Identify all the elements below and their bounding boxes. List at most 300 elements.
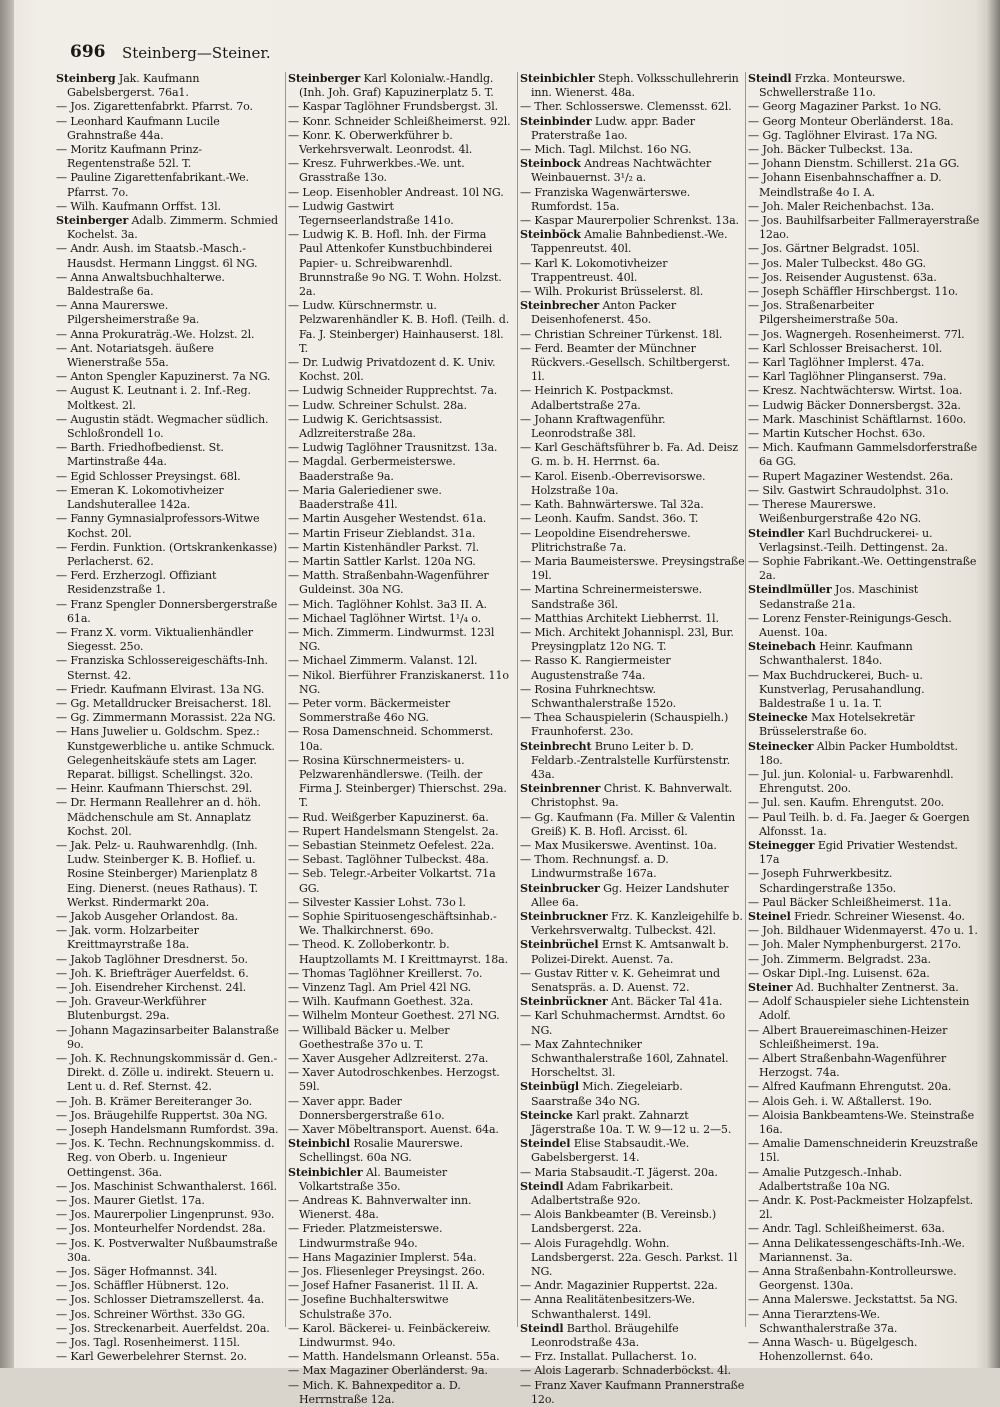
directory-entry	[288, 1322, 513, 1350]
directory-entry	[748, 1293, 980, 1307]
directory-entry	[520, 1009, 745, 1037]
entry-text: — Sebast. Taglöhner Tulbeckst. 48a.	[288, 853, 489, 867]
directory-entry	[56, 569, 281, 597]
entry-text: — Rupert Handelsmann Stengelst. 2a.	[288, 824, 499, 838]
directory-entry	[520, 654, 745, 682]
entry-text: — Ludwig K. B. Hofl. Inh. der Firma Paul Attenkofer Kunstbuchbinderei Papier- u. Schreibwarenhdl. Brunnstraße 9o NG. T. Wohn. Holzst. 2a.	[288, 228, 502, 299]
directory-entry	[520, 583, 745, 611]
directory-entry	[56, 1052, 281, 1095]
directory-entry	[56, 598, 281, 626]
surname-heading: Steindler	[748, 526, 804, 540]
directory-entry	[748, 115, 980, 129]
directory-entry	[56, 1336, 281, 1350]
directory-entry	[748, 669, 980, 712]
directory-entry	[748, 214, 980, 242]
entry-text: — Jos. Zigarettenfabrkt. Pfarrst. 7o.	[56, 100, 253, 114]
entry-text: — Heinr. Kaufmann Thierschst. 29l.	[56, 782, 253, 796]
directory-entry	[748, 342, 980, 356]
directory-entry	[288, 725, 513, 753]
directory-entry	[56, 796, 281, 839]
column-4	[748, 72, 980, 1364]
entry-text: — Andr. Tagl. Schleißheimerst. 63a.	[748, 1222, 945, 1236]
entry-text: — Jos. Maurerpolier Lingenprunst. 93o.	[56, 1208, 275, 1222]
directory-entry	[520, 1322, 745, 1350]
entry-text: — Jos. Straßenarbeiter Pilgersheimerstraße 50a.	[748, 299, 899, 327]
entry-text: — Karol. Bäckerei- u. Feinbäckereiw. Lindwurmst. 94o.	[288, 1321, 491, 1350]
directory-entry	[288, 541, 513, 555]
surname-heading: Steiner	[748, 981, 793, 994]
entry-text: — Leop. Eisenhobler Andreast. 10l NG.	[288, 185, 504, 199]
entry-text: — Adolf Schauspieler siehe Lichtenstein Adolf.	[748, 995, 970, 1023]
directory-entry	[520, 186, 745, 214]
directory-entry	[520, 527, 745, 555]
entry-text: Amalie Bahnbedienst.-We. Tappenreutst. 40l.	[531, 228, 728, 256]
directory-entry	[520, 1137, 745, 1165]
entry-text: — Franz Xaver Kaufmann Prannerstraße 12o.	[520, 1378, 745, 1406]
directory-entry	[288, 455, 513, 483]
entry-text: — Amalie Damenschneiderin Kreuzstraße 15l.	[748, 1137, 978, 1165]
entry-text: Elise Stabsaudit.-We. Gabelsbergerst. 14.	[531, 1137, 690, 1165]
entry-text: — Wilh. Kaufmann Goethest. 32a.	[288, 995, 474, 1009]
directory-entry	[748, 171, 980, 199]
entry-text: — Jos. Tagl. Rosenheimerst. 115l.	[56, 1336, 240, 1350]
entry-text: — Andr. Aush. im Staatsb.-Masch.-Hausdst. Hermann Linggst. 6l NG.	[56, 242, 258, 270]
entry-text: — Joh. B. Krämer Bereiteranger 3o.	[56, 1094, 252, 1108]
entry-text: — Xaver appr. Bader Donnersbergerstraße 61o.	[288, 1094, 445, 1122]
directory-entry	[56, 1308, 281, 1322]
column-2	[288, 72, 513, 1406]
entry-text: Ernst K. Amtsanwalt b. Polizei-Direkt. Auenst. 7a.	[531, 938, 729, 966]
directory-entry	[288, 938, 513, 966]
entry-text: — Jos. Gärtner Belgradst. 105l.	[748, 242, 920, 256]
directory-entry	[748, 583, 980, 611]
directory-entry	[748, 299, 980, 327]
entry-text: — Matth. Handelsmann Orleanst. 55a.	[288, 1350, 500, 1364]
entry-text: — Therese Maurerswe. Weißenburgerstraße 42o NG.	[748, 498, 921, 526]
surname-heading: Steindl	[520, 1179, 564, 1193]
entry-text: — Martin Friseur Zieblandst. 31a.	[288, 526, 476, 540]
surname-heading: Steinbrüchel	[520, 938, 599, 952]
entry-text: — Rasso K. Rangiermeister Augustenstraße 74a.	[520, 654, 671, 682]
entry-text: — Mich. Architekt Johannispl. 23l, Bur. Preysingplatz 12o NG. T.	[520, 625, 734, 654]
entry-text: Rosalie Maurerswe. Schellingst. 60a NG.	[299, 1137, 463, 1165]
entry-text: — Thea Schauspielerin (Schauspielh.) Fraunhoferst. 23o.	[520, 711, 729, 739]
entry-text: — Jos. Maler Tulbeckst. 48o GG.	[748, 256, 926, 270]
directory-entry	[520, 1109, 745, 1137]
surname-heading: Steinböck	[520, 228, 581, 242]
entry-text: Andreas Nachtwächter Weinbauernst. 3¹/₂ a.	[531, 157, 712, 185]
entry-text: — Jos. Schlosser Dietramszellerst. 4a.	[56, 1293, 265, 1307]
directory-entry	[288, 1194, 513, 1222]
entry-text: — Ludwig K. Gerichtsassist. Adlzreiterstraße 28a.	[288, 412, 443, 441]
entry-text: — Andreas K. Bahnverwalter inn. Wienerst. 48a.	[288, 1194, 472, 1222]
surname-heading: Steinbock	[520, 157, 581, 171]
entry-text: — Leopoldine Eisendreherswe. Plitrichstraße 7a.	[520, 526, 691, 554]
column-1	[56, 72, 281, 1364]
entry-text: — Silv. Gastwirt Schraudolphst. 31o.	[748, 483, 949, 497]
entry-text: — Jos. K. Postverwalter Nußbaumstraße 30a.	[56, 1236, 278, 1264]
directory-entry	[748, 72, 980, 100]
entry-text: — Matth. Straßenbahn-Wagenführer Guldeinst. 30a NG.	[288, 569, 489, 597]
entry-text: — Egid Schlosser Preysingst. 68l.	[56, 469, 241, 483]
entry-text: — Jos. K. Techn. Rechnungskommiss. d. Reg. von Oberb. u. Ingenieur Oettingenst. 36a.	[56, 1137, 275, 1179]
entry-text: — Wilhelm Monteur Goethest. 27l NG.	[288, 1009, 500, 1023]
directory-entry	[520, 839, 745, 853]
entry-text: — Anna Wasch- u. Bügelgesch. Hohenzollernst. 64o.	[748, 1336, 918, 1364]
directory-entry	[56, 1350, 281, 1364]
directory-entry	[748, 1194, 980, 1222]
directory-entry	[288, 697, 513, 725]
entry-text: Friedr. Schreiner Wiesenst. 4o.	[790, 909, 965, 923]
directory-entry	[748, 953, 980, 967]
directory-entry	[56, 626, 281, 654]
entry-text: Karl Buchdruckerei- u. Verlagsinst.-Teilh. Dettingenst. 2a.	[759, 526, 948, 554]
entry-text: — Leonhard Kaufmann Lucile Grahnstraße 44a.	[56, 114, 220, 142]
entry-text: Christ. K. Bahnverwalt. Christophst. 9a.	[531, 782, 733, 810]
entry-text: — Albert Brauereimaschinen-Heizer Schleißheimerst. 19a.	[748, 1023, 948, 1051]
entry-text: — Silvester Kassier Lohst. 73o l.	[288, 895, 466, 909]
entry-text: — Franziska Schlossereigeschäfts-Inh. Sternst. 42.	[56, 654, 268, 682]
directory-entry	[748, 527, 980, 555]
page-header	[70, 42, 970, 64]
entry-text: — Martin Sattler Karlst. 120a NG.	[288, 554, 476, 568]
directory-entry	[520, 612, 745, 626]
entry-text: — Kath. Bahnwärterswe. Tal 32a.	[520, 498, 704, 512]
entry-text: — Ludwig Bäcker Donnersbergst. 32a.	[748, 398, 961, 412]
directory-entry	[520, 299, 745, 327]
directory-entry	[748, 796, 980, 810]
entry-text: — Willibald Bäcker u. Melber Goethestraße 37o u. T.	[288, 1023, 450, 1051]
directory-entry	[520, 711, 745, 739]
directory-entry	[520, 555, 745, 583]
entry-text: — Heinrich K. Postpackmst. Adalbertstraße 27a.	[520, 384, 674, 412]
entry-text: — Anna Delikatessengeschäfts-Inh.-We. Mariannenst. 3a.	[748, 1236, 965, 1264]
entry-text: Jos. Maschinist Sedanstraße 21a.	[759, 583, 919, 611]
entry-text: — Jos. Schäffler Hübnerst. 12o.	[56, 1279, 229, 1293]
directory-entry	[748, 143, 980, 157]
directory-entry	[748, 1336, 980, 1364]
directory-entry	[288, 1095, 513, 1123]
directory-entry	[56, 1293, 281, 1307]
directory-entry	[56, 484, 281, 512]
entry-text: — Xaver Möbeltransport. Auenst. 64a.	[288, 1123, 499, 1137]
directory-entry	[288, 669, 513, 697]
directory-entry	[748, 200, 980, 214]
entry-text: — Sophie Spirituosengeschäftsinhab.-We. Thalkirchnerst. 69o.	[288, 909, 497, 938]
entry-text: — Ferd. Beamter der Münchner Rückvers.-Gesellsch. Schiltbergerst. 1l.	[520, 341, 731, 384]
directory-entry	[288, 157, 513, 185]
entry-text: — Sebastian Steinmetz Oefelest. 22a.	[288, 838, 495, 852]
entry-text: — Karl Schlosser Breisacherst. 10l.	[748, 341, 943, 355]
directory-entry	[288, 754, 513, 811]
directory-entry	[748, 1222, 980, 1236]
directory-entry	[288, 598, 513, 612]
directory-entry	[288, 626, 513, 654]
surname-heading: Steinel	[748, 909, 791, 923]
entry-text: — Augustin städt. Wegmacher südlich. Schloßrondell 1o.	[56, 412, 269, 441]
surname-heading: Steinbrucker	[520, 881, 600, 895]
directory-entry	[520, 1166, 745, 1180]
directory-entry	[56, 143, 281, 171]
directory-entry	[56, 967, 281, 981]
directory-entry	[288, 1166, 513, 1194]
directory-entry	[288, 896, 513, 910]
entry-text: — Mark. Maschinist Schäftlarnst. 160o.	[748, 412, 967, 426]
directory-entry	[56, 697, 281, 711]
column-rule	[745, 72, 746, 1327]
entry-text: — Mich. Tagl. Milchst. 16o NG.	[520, 143, 692, 157]
entry-text: — Joh. Maler Nymphenburgerst. 217o.	[748, 938, 961, 952]
entry-text: Al. Baumeister Volkartstraße 35o.	[299, 1165, 448, 1193]
directory-entry	[748, 995, 980, 1023]
entry-text: — Maria Stabsaudit.-T. Jägerst. 20a.	[520, 1165, 718, 1179]
directory-entry	[288, 1009, 513, 1023]
directory-entry	[56, 981, 281, 995]
directory-entry	[520, 285, 745, 299]
directory-entry	[520, 811, 745, 839]
entry-text: — Anna Malerswe. Jeckstattst. 5a NG.	[748, 1293, 958, 1307]
directory-entry	[748, 129, 980, 143]
directory-entry	[520, 910, 745, 938]
directory-entry	[56, 654, 281, 682]
directory-entry	[748, 811, 980, 839]
directory-entry	[288, 413, 513, 441]
directory-entry	[520, 72, 745, 100]
directory-entry	[288, 299, 513, 356]
directory-entry	[56, 683, 281, 697]
directory-entry	[56, 115, 281, 143]
directory-entry	[748, 981, 980, 995]
entry-text: — Ludw. Schreiner Schulst. 28a.	[288, 398, 467, 412]
entry-text: — Jul. sen. Kaufm. Ehrengutst. 20o.	[748, 796, 945, 810]
directory-entry	[288, 384, 513, 398]
directory-entry	[56, 1194, 281, 1208]
entry-text: — Karl Schuhmachermst. Arndtst. 6o NG.	[520, 1009, 726, 1037]
directory-entry	[288, 115, 513, 129]
entry-text: — Rosa Damenschneid. Schommerst. 10a.	[288, 725, 494, 753]
entry-text: — Martin Kistenhändler Parkst. 7l.	[288, 540, 480, 554]
surname-heading: Steinebach	[748, 640, 816, 654]
directory-entry	[520, 100, 745, 114]
entry-text: — Joh. Maler Reichenbachst. 13a.	[748, 199, 935, 213]
entry-text: — Matthias Architekt Liebherrst. 1l.	[520, 611, 719, 625]
directory-entry	[56, 100, 281, 114]
entry-text: — Jos. Monteurhelfer Nordendst. 28a.	[56, 1222, 266, 1236]
directory-entry	[748, 640, 980, 668]
directory-entry	[56, 328, 281, 342]
entry-text: — Ludwig Taglöhner Trausnitzst. 13a.	[288, 441, 498, 455]
directory-entry	[748, 328, 980, 342]
entry-text: — Wilh. Prokurist Brüsselerst. 8l.	[520, 285, 704, 299]
directory-entry	[748, 1024, 980, 1052]
entry-text: — Ther. Schlosserswe. Clemensst. 62l.	[520, 100, 732, 114]
entry-text: — Karol. Eisenb.-Oberrevisorswe. Holzstraße 10a.	[520, 469, 706, 497]
directory-entry	[56, 370, 281, 384]
entry-text: — Jos. Fliesenleger Preysingst. 26o.	[288, 1265, 485, 1279]
directory-entry	[288, 1052, 513, 1066]
directory-entry	[288, 72, 513, 100]
directory-entry	[56, 299, 281, 327]
entry-text: — Thomas Taglöhner Kreillerst. 7o.	[288, 966, 483, 980]
entry-text: — Alois Lagerarb. Schnaderböckst. 4l.	[520, 1364, 731, 1378]
directory-entry	[288, 441, 513, 455]
directory-entry	[288, 1279, 513, 1293]
surname-heading: Steinbichler	[520, 72, 595, 85]
directory-entry	[288, 555, 513, 569]
surname-heading: Steinbruckner	[520, 909, 608, 923]
entry-text: — Joseph Handelsmann Rumfordst. 39a.	[56, 1123, 279, 1137]
entry-text: — Anna Straßenbahn-Kontrolleurswe. Georgenst. 130a.	[748, 1265, 957, 1293]
directory-entry	[520, 384, 745, 412]
entry-text: Frzka. Monteurswe. Schwellerstraße 11o.	[759, 72, 906, 100]
directory-entry	[748, 740, 980, 768]
directory-entry	[288, 569, 513, 597]
entry-text: — Michael Zimmerm. Valanst. 12l.	[288, 654, 478, 668]
directory-entry	[748, 470, 980, 484]
directory-entry	[520, 1080, 745, 1108]
directory-entry	[748, 100, 980, 114]
entry-text: — Max Magaziner Oberländerst. 9a.	[288, 1364, 488, 1378]
surname-heading: Steinecker	[748, 739, 814, 753]
directory-entry	[56, 171, 281, 199]
directory-entry	[748, 370, 980, 384]
directory-entry	[748, 1052, 980, 1080]
entry-text: — Georg Monteur Oberländerst. 18a.	[748, 114, 954, 128]
directory-entry	[520, 995, 745, 1009]
entry-text: — Jak. vorm. Holzarbeiter Kreittmayrstraße 18a.	[56, 924, 199, 952]
directory-entry	[520, 1364, 745, 1378]
directory-entry	[288, 1137, 513, 1165]
book-gutter	[0, 0, 14, 1368]
entry-text: Albin Packer Humboldtst. 18o.	[759, 739, 958, 767]
directory-entry	[748, 384, 980, 398]
entry-text: — Jos. Reisender Augustenst. 63a.	[748, 270, 937, 284]
directory-entry	[748, 896, 980, 910]
entry-text: — Alois Geh. i. W. Aßtallerst. 19o.	[748, 1094, 932, 1108]
directory-entry	[520, 441, 745, 469]
directory-entry	[56, 1265, 281, 1279]
column-3	[520, 72, 745, 1406]
entry-text: — Gg. Metalldrucker Breisacherst. 18l.	[56, 696, 272, 710]
entry-text: — Xaver Ausgeher Adlzreiterst. 27a.	[288, 1052, 489, 1066]
directory-entry	[288, 995, 513, 1009]
directory-entry	[520, 157, 745, 185]
entry-text: — Mich. Taglöhner Kohlst. 3a3 II. A.	[288, 597, 487, 611]
entry-text: — Frz. Installat. Pullacherst. 1o.	[520, 1350, 697, 1364]
directory-entry	[288, 200, 513, 228]
directory-entry	[56, 1322, 281, 1336]
directory-entry	[288, 484, 513, 512]
entry-text: — Moritz Kaufmann Prinz-Regentenstraße 52l. T.	[56, 143, 202, 171]
entry-text: — Ludwig Gastwirt Tegernseerlandstraße 141o.	[288, 199, 454, 228]
directory-entry	[56, 995, 281, 1023]
entry-text: — Joh. Graveur-Werkführer Blutenburgst. 29a.	[56, 995, 207, 1023]
entry-text: — Konr. K. Oberwerkführer b. Verkehrsverwalt. Leonrodst. 4l.	[288, 128, 473, 157]
directory-entry	[56, 413, 281, 441]
directory-entry	[288, 654, 513, 668]
entry-text: — Anna Maurerswe. Pilgersheimerstraße 9a.	[56, 299, 200, 327]
directory-entry	[56, 242, 281, 270]
directory-entry	[288, 1222, 513, 1250]
directory-entry	[520, 967, 745, 995]
surname-heading: Steinbrückner	[520, 995, 608, 1009]
directory-entry	[520, 1379, 745, 1407]
directory-entry	[748, 1095, 980, 1109]
page-number: 696	[70, 42, 106, 62]
entry-text: — Joseph Fuhrwerkbesitz. Schardingerstraße 135o.	[748, 867, 896, 895]
entry-text: — Rud. Weißgerber Kapuzinerst. 6a.	[288, 810, 489, 824]
directory-entry	[748, 484, 980, 498]
entry-text: Frz. K. Kanzleigehilfe b. Verkehrsverwaltg. Tulbeckst. 42l.	[531, 909, 743, 938]
entry-text: — Rosina Fuhrknechtsw. Schwanthalerstraße 152o.	[520, 682, 677, 710]
entry-text: — Ferdin. Funktion. (Ortskrankenkasse) Perlacherst. 62.	[56, 540, 278, 568]
surname-heading: Steinbügl	[520, 1080, 579, 1094]
entry-text: — Max Musikerswe. Aventinst. 10a.	[520, 838, 717, 852]
column-rule	[285, 72, 286, 1327]
entry-text: — Max Buchdruckerei, Buch- u. Kunstverlag, Perusahandlung. Baldestraße 1 u. 1a. T.	[748, 668, 925, 710]
directory-entry	[748, 612, 980, 640]
entry-text: — Kaspar Taglöhner Frundsbergst. 3l.	[288, 100, 499, 114]
entry-text: — Dr. Ludwig Privatdozent d. K. Univ. Kochst. 20l.	[288, 356, 496, 384]
entry-text: Adam Fabrikarbeit. Adalbertstraße 92o.	[531, 1179, 674, 1208]
directory-entry	[748, 1265, 980, 1293]
entry-text: — Paul Bäcker Schleißheimerst. 11a.	[748, 895, 952, 909]
directory-entry	[748, 1137, 980, 1165]
entry-text: — Joh. Eisendreher Kirchenst. 24l.	[56, 981, 247, 994]
directory-entry	[288, 186, 513, 200]
entry-text: — Johann Magazinsarbeiter Balanstraße 9o.	[56, 1023, 279, 1051]
entry-text: — Vinzenz Tagl. Am Priel 42l NG.	[288, 981, 472, 994]
directory-entry	[56, 1279, 281, 1293]
directory-entry	[56, 1123, 281, 1137]
directory-entry	[288, 867, 513, 895]
directory-entry	[520, 228, 745, 256]
entry-text: — Kresz. Fuhrwerkbes.-We. unt. Grasstraße 13o.	[288, 157, 465, 185]
directory-entry	[748, 938, 980, 952]
entry-text: — Ludwig Schneider Rupprechtst. 7a.	[288, 384, 498, 398]
entry-text: — Karl K. Lokomotivheizer Trappentreust. 40l.	[520, 256, 668, 284]
directory-entry	[520, 782, 745, 810]
entry-text: Gg. Heizer Landshuter Allee 6a.	[531, 881, 729, 909]
entry-text: — Jak. Pelz- u. Rauhwarenhdlg. (Inh. Ludw. Steinberger K. B. Hoflief. u. Rosine Steinberger) Marienplatz 8 Eing. Dienerst. (neues Rathaus). T. Werkst. Rindermarkt 20a.	[56, 838, 258, 909]
entry-text: — Christian Schreiner Türkenst. 18l.	[520, 327, 723, 341]
entry-text: — Karl Geschäftsführer b. Fa. Ad. Deisz G. m. b. H. Herrnst. 6a.	[520, 441, 738, 469]
directory-entry	[520, 143, 745, 157]
directory-entry	[520, 1038, 745, 1081]
entry-text: — Jos. Streckenarbeit. Auerfeldst. 20a.	[56, 1321, 270, 1335]
directory-entry	[288, 612, 513, 626]
directory-entry	[748, 271, 980, 285]
entry-text: — Alois Furagehdlg. Wohn. Landsbergerst. 22a. Gesch. Parkst. 1l NG.	[520, 1236, 738, 1279]
entry-text: — Andr. K. Post-Packmeister Holzapfelst. 2l.	[748, 1194, 974, 1222]
entry-text: — Franz X. vorm. Viktualienhändler Siegesst. 25o.	[56, 625, 253, 654]
entry-text: — Jakob Taglöhner Dresdnerst. 5o.	[56, 952, 248, 966]
directory-entry	[520, 115, 745, 143]
surname-heading: Steindl	[520, 1321, 564, 1335]
entry-text: — Peter vorm. Bäckermeister Sommerstraße 46o NG.	[288, 696, 450, 725]
directory-entry	[288, 100, 513, 114]
entry-text: — Anna Anwaltsbuchhalterwe. Baldestraße 6a.	[56, 270, 225, 299]
entry-text: — Karl Gewerbelehrer Sternst. 2o.	[56, 1350, 247, 1364]
entry-text: — Rupert Magaziner Westendst. 26a.	[748, 469, 954, 483]
entry-text: — Andr. Magazinier Ruppertst. 22a.	[520, 1279, 718, 1293]
entry-text: Ludw. appr. Bader Praterstraße 1ao.	[531, 114, 695, 142]
surname-heading: Steinberger	[56, 214, 129, 228]
directory-entry	[56, 839, 281, 910]
entry-text: — Mich. K. Bahnexpeditor a. D. Herrnstraße 12a.	[288, 1378, 461, 1406]
surname-heading: Steinbichl	[288, 1137, 350, 1151]
directory-entry	[520, 498, 745, 512]
